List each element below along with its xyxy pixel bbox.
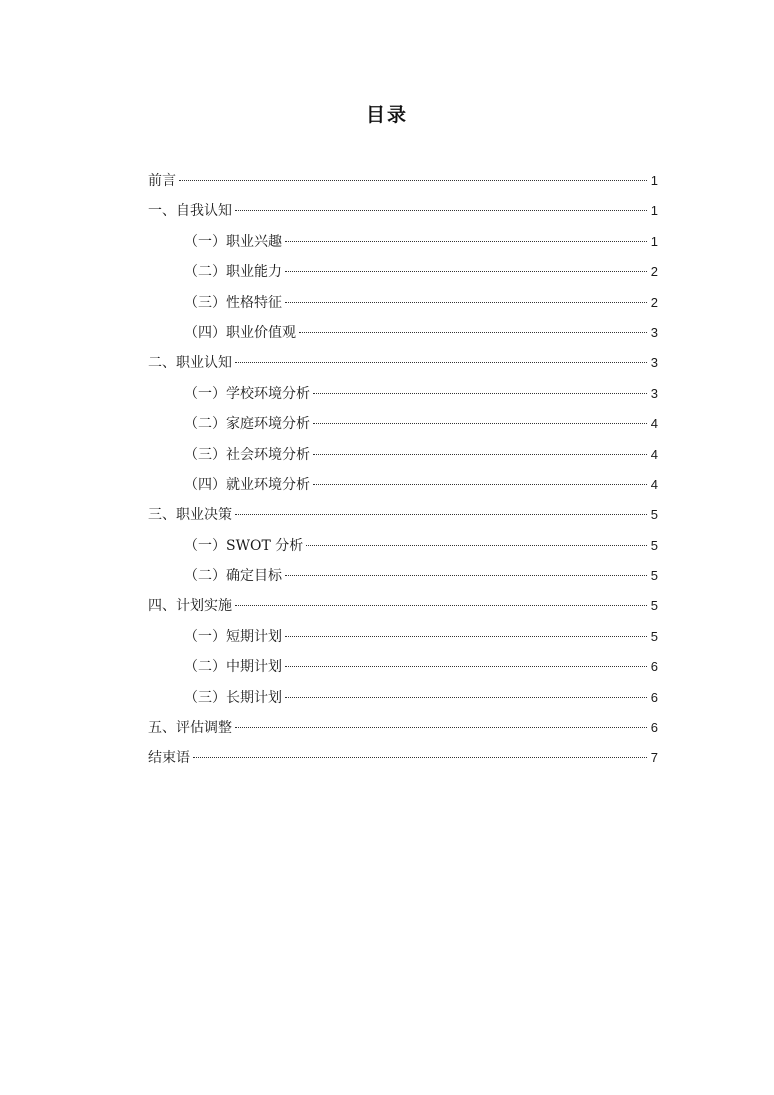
toc-entry-page-number: 2 bbox=[650, 264, 658, 280]
toc-entry-page-number: 5 bbox=[650, 568, 658, 584]
toc-entry-label: （一）学校环境分析 bbox=[184, 385, 310, 402]
dot-leader bbox=[285, 636, 647, 637]
toc-entry-label: 二、职业认知 bbox=[148, 355, 232, 372]
toc-entry-page-number: 2 bbox=[650, 294, 658, 310]
toc-entry-page-number: 5 bbox=[650, 598, 658, 614]
toc-entry-label: 一、自我认知 bbox=[148, 203, 232, 220]
dot-leader bbox=[313, 393, 647, 394]
toc-entry[interactable] bbox=[148, 500, 658, 530]
toc-entry-label: 四、计划实施 bbox=[148, 598, 232, 615]
toc-entry-label: （一）职业兴趣 bbox=[184, 233, 282, 250]
toc-entry-page-number: 3 bbox=[650, 355, 658, 371]
table-of-contents bbox=[148, 166, 658, 774]
toc-entry-label: （三）长期计划 bbox=[184, 689, 282, 706]
toc-entry[interactable] bbox=[148, 683, 658, 713]
toc-entry-label: （三）社会环境分析 bbox=[184, 446, 310, 463]
toc-entry-label: 三、职业决策 bbox=[148, 507, 232, 524]
toc-entry[interactable] bbox=[148, 288, 658, 318]
toc-entry-page-number: 1 bbox=[650, 233, 658, 249]
toc-entry-page-number: 5 bbox=[650, 537, 658, 553]
toc-entry[interactable] bbox=[148, 622, 658, 652]
toc-entry-page-number: 5 bbox=[650, 628, 658, 644]
toc-entry[interactable] bbox=[148, 227, 658, 257]
dot-leader bbox=[235, 605, 647, 606]
toc-entry-page-number: 5 bbox=[650, 507, 658, 523]
dot-leader bbox=[285, 241, 647, 242]
dot-leader bbox=[313, 484, 647, 485]
toc-entry-label: （二）确定目标 bbox=[184, 568, 282, 585]
dot-leader bbox=[285, 575, 647, 576]
toc-entry[interactable] bbox=[148, 166, 658, 196]
toc-entry[interactable] bbox=[148, 379, 658, 409]
toc-entry[interactable] bbox=[148, 713, 658, 743]
dot-leader bbox=[299, 332, 647, 333]
dot-leader bbox=[235, 514, 647, 515]
toc-entry[interactable] bbox=[148, 348, 658, 378]
toc-entry-label: 结束语 bbox=[148, 750, 190, 767]
dot-leader bbox=[285, 697, 647, 698]
toc-entry-page-number: 6 bbox=[650, 659, 658, 675]
toc-entry[interactable] bbox=[148, 591, 658, 621]
toc-entry-page-number: 4 bbox=[650, 446, 658, 462]
toc-entry[interactable] bbox=[148, 409, 658, 439]
toc-entry-page-number: 4 bbox=[650, 416, 658, 432]
dot-leader bbox=[313, 423, 647, 424]
toc-entry[interactable] bbox=[148, 318, 658, 348]
toc-entry-label: 五、评估调整 bbox=[148, 720, 232, 737]
toc-entry[interactable] bbox=[148, 440, 658, 470]
dot-leader bbox=[193, 757, 647, 758]
toc-entry-page-number: 3 bbox=[650, 385, 658, 401]
dot-leader bbox=[306, 545, 647, 546]
toc-entry-label: （一）短期计划 bbox=[184, 628, 282, 645]
toc-entry-page-number: 6 bbox=[650, 720, 658, 736]
toc-entry[interactable] bbox=[148, 531, 658, 561]
toc-entry[interactable] bbox=[148, 561, 658, 591]
toc-entry-page-number: 1 bbox=[650, 173, 658, 188]
toc-entry-label: （二）中期计划 bbox=[184, 659, 282, 676]
toc-entry-label: （二）家庭环境分析 bbox=[184, 416, 310, 433]
dot-leader bbox=[235, 362, 647, 363]
toc-entry-label: （四）职业价值观 bbox=[184, 324, 296, 341]
page-title: 目录 bbox=[365, 104, 408, 126]
dot-leader bbox=[235, 727, 647, 728]
dot-leader bbox=[285, 271, 647, 272]
toc-entry-page-number: 6 bbox=[650, 689, 658, 705]
toc-entry-label: （三）性格特征 bbox=[184, 294, 282, 311]
toc-entry[interactable] bbox=[148, 652, 658, 682]
dot-leader bbox=[179, 180, 647, 181]
toc-entry-label: （一）SWOT 分析 bbox=[184, 537, 304, 554]
dot-leader bbox=[313, 454, 647, 455]
toc-entry[interactable] bbox=[148, 196, 658, 226]
toc-entry[interactable] bbox=[148, 743, 658, 773]
dot-leader bbox=[235, 210, 647, 211]
toc-entry-label: 前言 bbox=[148, 173, 176, 189]
toc-entry-page-number: 1 bbox=[650, 203, 658, 219]
dot-leader bbox=[285, 302, 647, 303]
dot-leader bbox=[285, 666, 647, 667]
toc-entry[interactable] bbox=[148, 257, 658, 287]
toc-entry-page-number: 4 bbox=[650, 476, 658, 492]
toc-entry-label: （二）职业能力 bbox=[184, 264, 282, 281]
toc-entry-label: （四）就业环境分析 bbox=[184, 476, 310, 493]
toc-entry[interactable] bbox=[148, 470, 658, 500]
toc-entry-page-number: 7 bbox=[650, 750, 658, 766]
toc-entry-page-number: 3 bbox=[650, 324, 658, 340]
